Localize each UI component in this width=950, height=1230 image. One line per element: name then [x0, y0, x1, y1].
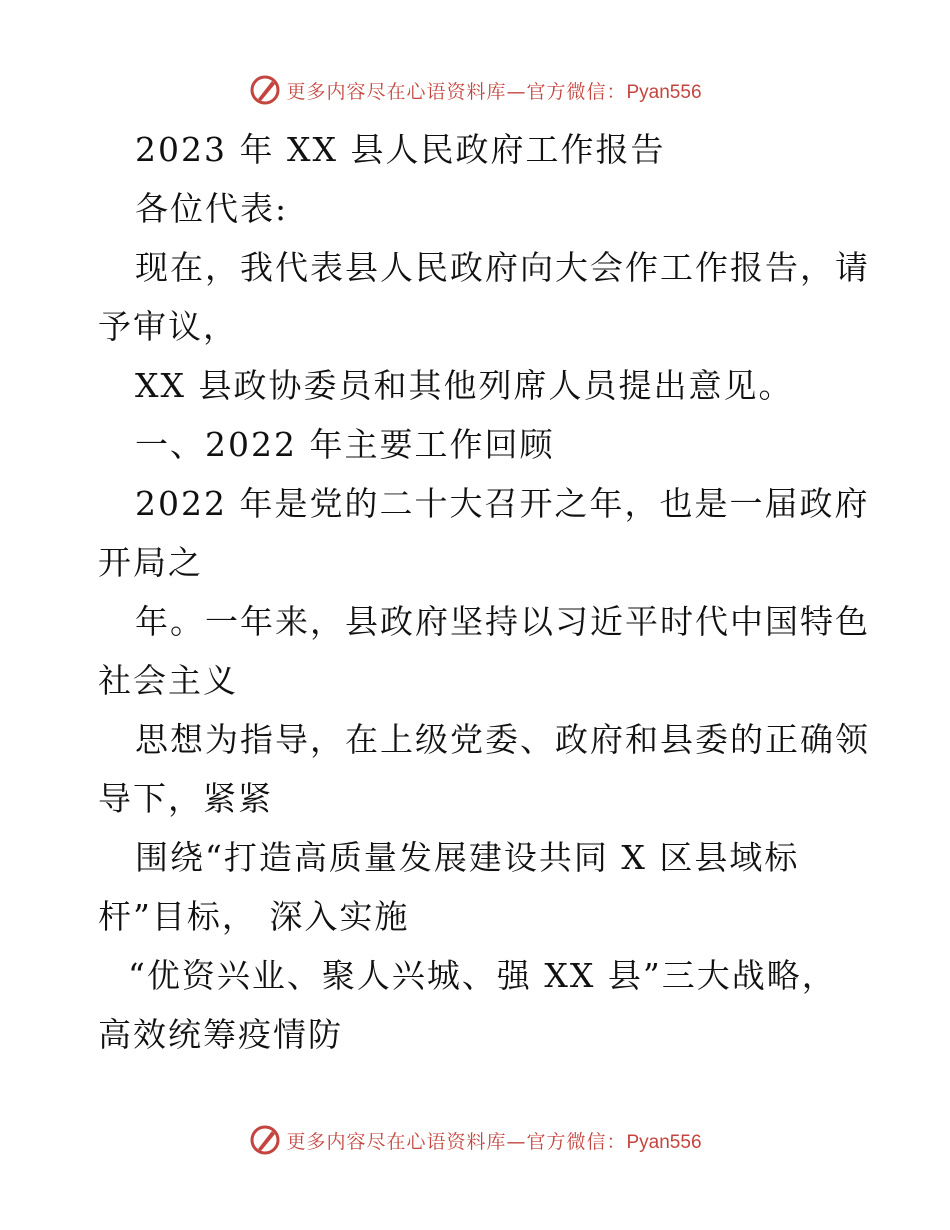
- paragraph-line: 开局之: [98, 543, 203, 582]
- paragraph-line: 予审议，: [98, 307, 238, 346]
- paragraph-line: 围绕“打造高质量发展建设共同 X 区县域标: [135, 838, 800, 877]
- section-heading: 一、2022 年主要工作回顾: [135, 425, 555, 464]
- watermark-header: [0, 70, 950, 110]
- watermark-footer: [0, 1120, 950, 1160]
- paragraph-line: “优资兴业、聚人兴城、强 XX 县”三大战略，: [128, 956, 837, 995]
- paragraph-line: XX 县政协委员和其他列席人员提出意见。: [135, 366, 794, 405]
- paragraph-line: 高效统筹疫情防: [98, 1015, 343, 1054]
- watermark-text: 更多内容尽在心语资料库—官方微信：Pyan556: [286, 80, 702, 103]
- paragraph-line: 年。一年来，县政府坚持以习近平时代中国特色: [135, 602, 870, 641]
- document-title: 2023 年 XX 县人民政府工作报告: [135, 130, 666, 169]
- paragraph-line: 杆”目标， 深入实施: [98, 897, 410, 936]
- salutation: 各位代表:: [135, 189, 289, 228]
- paragraph-line: 导下，紧紧: [98, 779, 273, 818]
- paragraph-line: 社会主义: [98, 661, 238, 700]
- paragraph-line: 2022 年是党的二十大召开之年，也是一届政府: [135, 484, 870, 523]
- paragraph-line: 现在，我代表县人民政府向大会作工作报告，请: [135, 248, 870, 287]
- pen-logo-icon: [248, 1123, 282, 1157]
- paragraph-line: 思想为指导，在上级党委、政府和县委的正确领: [135, 720, 870, 759]
- document-body: [98, 120, 870, 1064]
- pen-logo-icon: [248, 73, 282, 107]
- watermark-text: 更多内容尽在心语资料库—官方微信：Pyan556: [286, 1130, 702, 1153]
